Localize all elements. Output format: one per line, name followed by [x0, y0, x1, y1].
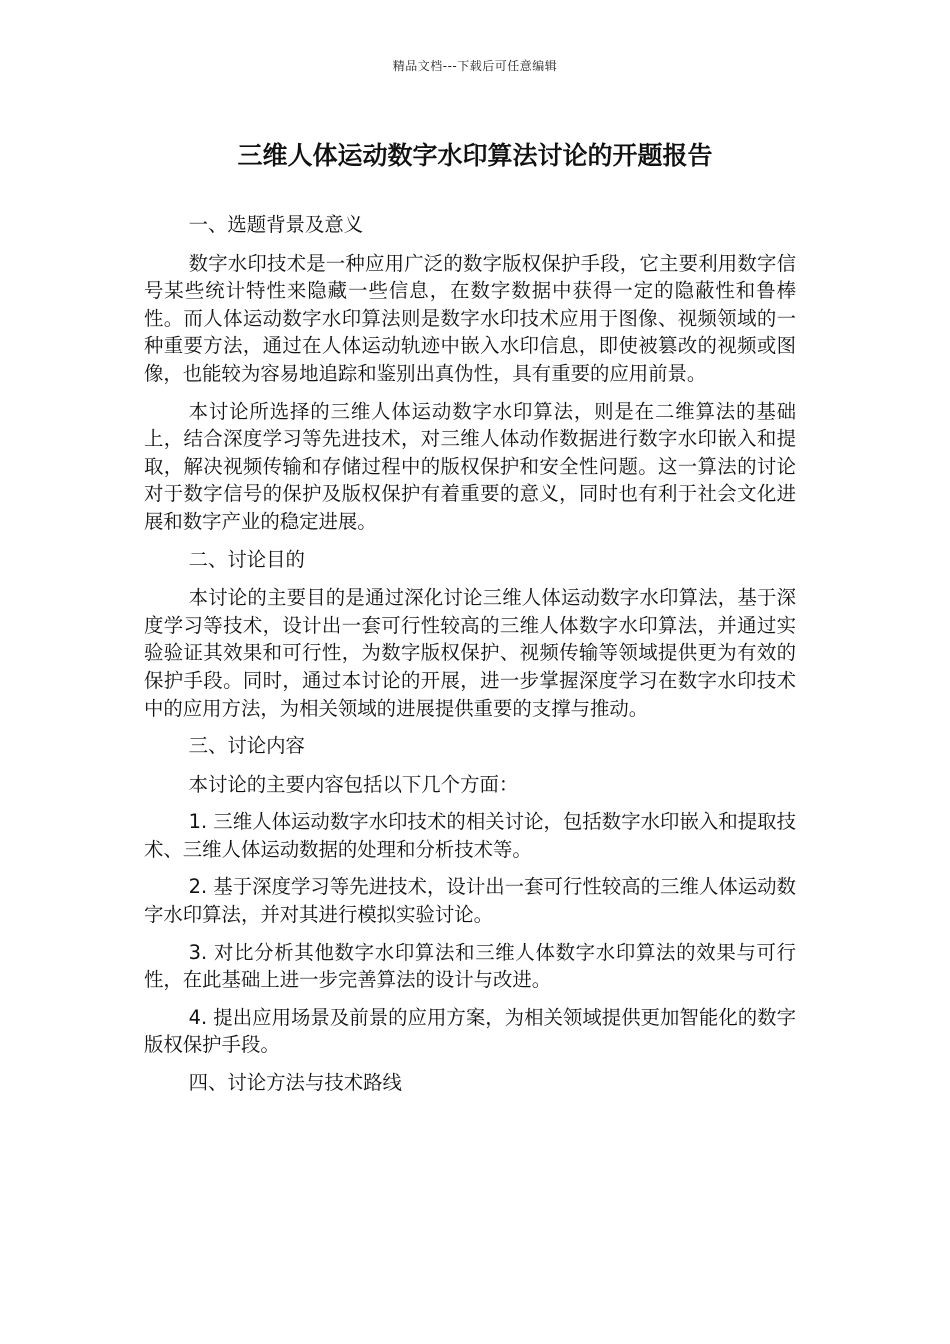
page-header: 精品文档---下载后可任意编辑: [392, 59, 558, 73]
list-item: 4. 提出应用场景及前景的应用方案，为相关领域提供更加智能化的数字版权保护手段。: [144, 1005, 796, 1057]
paragraph: 本讨论所选择的三维人体运动数字水印算法，则是在二维算法的基础上，结合深度学习等先进技术，对三维人体动作数据进行数字水印嵌入和提取，解决视频传输和存储过程中的版权保护和安全性问题。这一算法的讨论对于数字信号的保护及版权保护有着重要的意义，同时也有利于社会文化进展和数字产业的稳定进展。: [144, 399, 796, 533]
list-item: 3. 对比分析其他数字水印算法和三维人体数字水印算法的效果与可行性，在此基础上进一步完善算法的设计与改进。: [144, 940, 796, 992]
list-item: 1. 三维人体运动数字水印技术的相关讨论，包括数字水印嵌入和提取技术、三维人体运动数据的处理和分析技术等。: [144, 810, 796, 861]
section-heading-background: 一、选题背景及意义: [188, 213, 364, 236]
list-item: 2. 基于深度学习等先进技术，设计出一套可行性较高的三维人体运动数字水印算法，并对其进行模拟实验讨论。: [144, 875, 796, 927]
paragraph: 数字水印技术是一种应用广泛的数字版权保护手段，它主要利用数字信号某些统计特性来隐藏一些信息，在数字数据中获得一定的隐蔽性和鲁棒性。而人体运动数字水印算法则是数字水印技术应用于图像、视频领域的一种重要方法，通过在人体运动轨迹中嵌入水印信息，即使被篡改的视频或图像，也能较为容易地追踪和鉴别出真伪性，具有重要的应用前景。: [144, 251, 796, 385]
section-heading-purpose: 二、讨论目的: [188, 547, 305, 571]
section-heading-method: 四、讨论方法与技术路线: [188, 1071, 402, 1095]
section-heading-content: 三、讨论内容: [188, 734, 305, 758]
paragraph: 本讨论的主要目的是通过深化讨论三维人体运动数字水印算法，基于深度学习等技术，设计出一套可行性较高的三维人体数字水印算法，并通过实验验证其效果和可行性，为数字版权保护、视频传输等领域提供更为有效的保护手段。同时，通过本讨论的开展，进一步掌握深度学习在数字水印技术中的应用方法，为相关领域的进展提供重要的支撑与推动。: [144, 586, 796, 720]
document-body: [144, 211, 796, 1108]
document-title: 三维人体运动数字水印算法讨论的开题报告: [237, 141, 713, 170]
paragraph-intro: 本讨论的主要内容包括以下几个方面：: [188, 772, 519, 796]
